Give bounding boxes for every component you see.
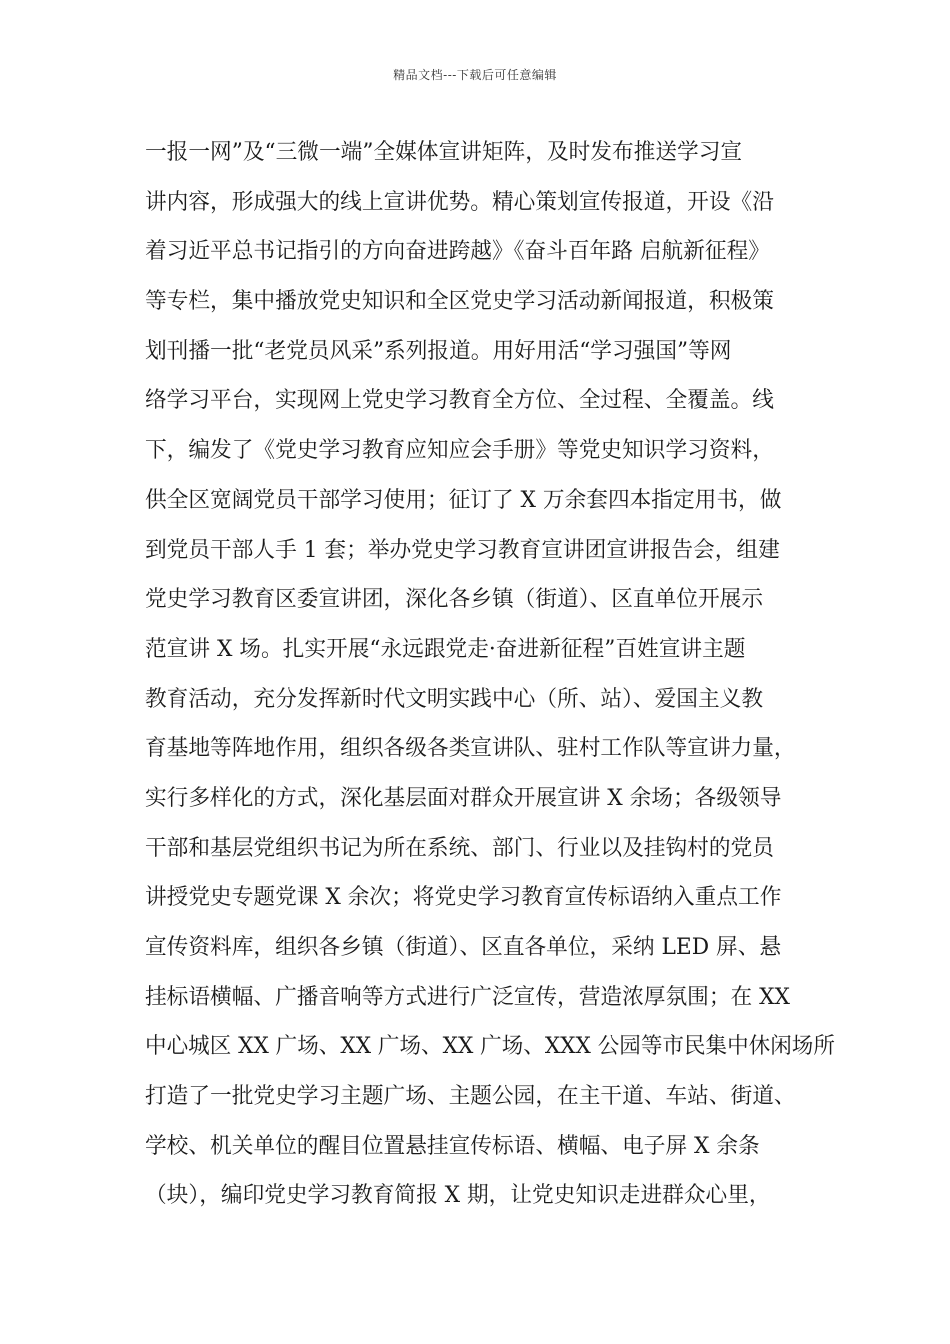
text-line: 中心城区 XX 广场、XX 广场、XX 广场、XXX 公园等市民集中休闲场所 xyxy=(145,1034,835,1060)
text-line: 打造了一批党史学习主题广场、主题公园，在主干道、车站、街道、 xyxy=(145,1084,796,1110)
page-header: 精品文档---下载后可任意编辑 xyxy=(393,68,557,82)
text-line: 供全区宽阔党员干部学习使用；征订了 X 万余套四本指定用书，做 xyxy=(145,487,782,513)
body-paragraph xyxy=(145,128,845,1221)
text-line: 讲内容，形成强大的线上宣讲优势。精心策划宣传报道，开设《沿 xyxy=(145,189,774,215)
text-line: 着习近平总书记指引的方向奋进跨越》《奋斗百年路 启航新征程》 xyxy=(145,239,770,265)
text-line: 宣传资料库，组织各乡镇（街道）、区直各单位，采纳 LED 屏、悬 xyxy=(145,935,782,960)
text-line: 到党员干部人手 1 套；举办党史学习教育宣讲团宣讲报告会，组建 xyxy=(145,537,780,563)
text-line: 等专栏，集中播放党史知识和全区党史学习活动新闻报道，积极策 xyxy=(145,289,774,315)
text-line: 下，编发了《党史学习教育应知应会手册》等党史知识学习资料， xyxy=(145,438,774,464)
text-line: 干部和基层党组织书记为所在系统、部门、行业以及挂钩村的党员 xyxy=(145,835,774,861)
text-line: 络学习平台，实现网上党史学习教育全方位、全过程、全覆盖。线 xyxy=(145,388,774,414)
text-line: 育基地等阵地作用，组织各级各类宣讲队、驻村工作队等宣讲力量， xyxy=(145,736,796,762)
text-line: 学校、机关单位的醒目位置悬挂宣传标语、横幅、电子屏 X 余条 xyxy=(145,1133,760,1159)
text-line: 教育活动，充分发挥新时代文明实践中心（所、站）、爱国主义教 xyxy=(145,686,764,712)
text-line: 划刊播一批“老党员风采”系列报道。用好用活“学习强国”等网 xyxy=(145,338,732,364)
text-line: 挂标语横幅、广播音响等方式进行广泛宣传，营造浓厚氛围；在 XX xyxy=(145,984,790,1010)
text-line: 党史学习教育区委宣讲团，深化各乡镇（街道）、区直单位开展示 xyxy=(145,587,764,613)
text-line: （块），编印党史学习教育简报 X 期，让党史知识走进群众心里， xyxy=(145,1183,771,1209)
text-line: 实行多样化的方式，深化基层面对群众开展宣讲 X 余场；各级领导 xyxy=(145,785,782,811)
text-line: 讲授党史专题党课 X 余次；将党史学习教育宣传标语纳入重点工作 xyxy=(145,885,782,911)
text-line: 一报一网”及“三微一端”全媒体宣讲矩阵，及时发布推送学习宣 xyxy=(145,140,743,165)
text-line: 范宣讲 X 场。扎实开展“永远跟党走·奋进新征程”百姓宣讲主题 xyxy=(145,636,746,662)
